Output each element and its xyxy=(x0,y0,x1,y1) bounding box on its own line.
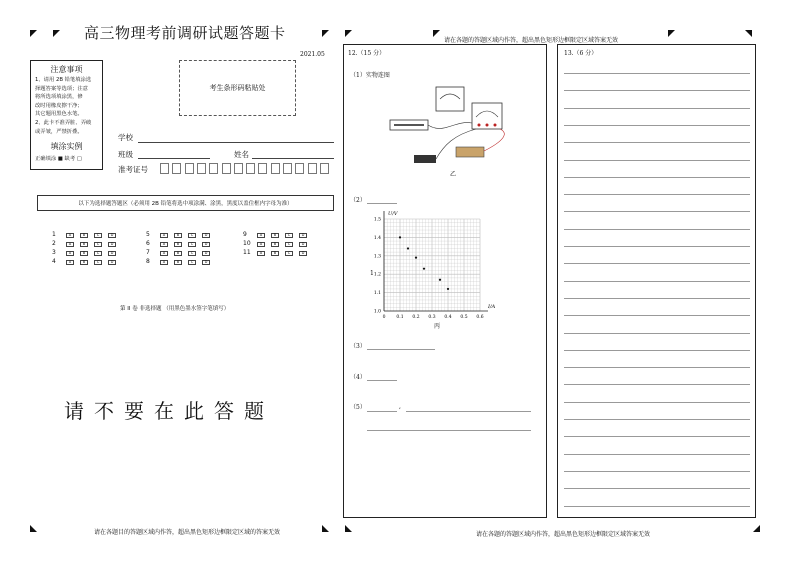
question-number: 10 xyxy=(243,240,251,247)
answer-option-d[interactable]: D xyxy=(202,242,210,247)
class-field[interactable] xyxy=(138,158,210,159)
answer-option-d[interactable]: D xyxy=(108,260,116,265)
question-number: 11 xyxy=(243,249,251,256)
answer-line[interactable] xyxy=(564,506,750,507)
q12-panel xyxy=(343,44,547,518)
answer-option-a[interactable]: A xyxy=(160,251,168,256)
question-number: 9 xyxy=(243,231,247,238)
answer-line[interactable] xyxy=(564,211,750,212)
y-tick-label: 1.1 xyxy=(373,291,381,297)
question-number: 8 xyxy=(146,258,150,265)
answer-line[interactable] xyxy=(564,419,750,420)
answer-option-c[interactable]: C xyxy=(285,242,293,247)
data-point xyxy=(415,257,417,259)
answer-line[interactable] xyxy=(564,488,750,489)
id-digit-box[interactable] xyxy=(271,163,280,174)
answer-option-a[interactable]: A xyxy=(160,260,168,265)
answer-line[interactable] xyxy=(564,142,750,143)
answer-line[interactable] xyxy=(564,298,750,299)
id-digit-box[interactable] xyxy=(258,163,267,174)
answer-option-a[interactable]: A xyxy=(257,251,265,256)
id-digit-box[interactable] xyxy=(320,163,329,174)
answer-option-a[interactable]: A xyxy=(160,242,168,247)
answer-option-a[interactable]: A xyxy=(257,242,265,247)
bottom-warning-left: 请在各题目的答题区域内作答，超出黑色矩形边框限定区域的答案无效 xyxy=(94,529,281,536)
answer-option-d[interactable]: D xyxy=(299,251,307,256)
multiple-choice-note: 以下为选择题答题区（必须用 2B 铅笔将选中项涂满、涂黑，黑度以盖住框内字母为准） xyxy=(37,195,334,211)
data-point xyxy=(423,268,425,270)
page-title: 高三物理考前调研试题答题卡 xyxy=(84,24,286,42)
answer-line[interactable] xyxy=(564,125,750,126)
class-label: 班级 xyxy=(118,150,133,159)
question-number: 4 xyxy=(52,258,56,265)
answer-option-b[interactable]: B xyxy=(174,251,182,256)
y-tick-label: 1.5 xyxy=(373,217,381,223)
answer-option-b[interactable]: B xyxy=(80,233,88,238)
id-digit-box[interactable] xyxy=(172,163,181,174)
q13-header: 13.（6 分） xyxy=(564,50,598,57)
q12-header: 12.（15 分） xyxy=(348,50,386,57)
answer-option-b[interactable]: B xyxy=(80,242,88,247)
question-number: 5 xyxy=(146,231,150,238)
answer-option-b[interactable]: B xyxy=(174,242,182,247)
answer-option-a[interactable]: A xyxy=(257,233,265,238)
answer-option-d[interactable]: D xyxy=(202,233,210,238)
answer-line[interactable] xyxy=(564,281,750,282)
y-tick-label: 1.2 xyxy=(373,272,381,278)
x-tick-label: 0.5 xyxy=(460,315,468,320)
answer-option-d[interactable]: D xyxy=(299,242,307,247)
answer-line[interactable] xyxy=(564,471,750,472)
answer-line[interactable] xyxy=(564,402,750,403)
id-digit-box[interactable] xyxy=(308,163,317,174)
answer-option-d[interactable]: D xyxy=(108,233,116,238)
ui-chart xyxy=(362,207,502,327)
example-text: 正确填涂 ■ 缺考 □ xyxy=(35,156,82,163)
q13-panel xyxy=(557,44,756,518)
answer-line[interactable] xyxy=(564,160,750,161)
x-tick-label: 0.3 xyxy=(428,315,436,320)
id-digit-box[interactable] xyxy=(185,163,194,174)
answer-option-c[interactable]: C xyxy=(188,251,196,256)
answer-option-b[interactable]: B xyxy=(80,260,88,265)
section-2-heading: 第 II 卷 非选择题 （用黑色墨水签字笔填写） xyxy=(120,306,230,312)
answer-option-b[interactable]: B xyxy=(174,260,182,265)
fig-label-yi: 乙 xyxy=(450,171,457,178)
name-label: 姓名 xyxy=(234,150,249,159)
answer-line[interactable] xyxy=(564,333,750,334)
id-digit-box[interactable] xyxy=(246,163,255,174)
answer-option-c[interactable]: C xyxy=(94,233,102,238)
school-label: 学校 xyxy=(118,133,133,142)
answer-option-c[interactable]: C xyxy=(188,242,196,247)
answer-option-c[interactable]: C xyxy=(94,260,102,265)
data-point xyxy=(407,247,409,249)
answer-option-c[interactable]: C xyxy=(188,233,196,238)
circuit-diagram xyxy=(384,75,544,185)
x-tick-label: 0.6 xyxy=(476,315,484,320)
notice-box xyxy=(30,60,103,170)
q12-part5-answer-a[interactable] xyxy=(367,411,397,412)
answer-line[interactable] xyxy=(564,350,750,351)
answer-option-c[interactable]: C xyxy=(94,242,102,247)
example-heading: 填涂实例 xyxy=(50,142,83,152)
question-number: 3 xyxy=(52,249,56,256)
answer-option-c[interactable]: C xyxy=(188,260,196,265)
id-label: 准考证号 xyxy=(118,165,148,174)
answer-option-d[interactable]: D xyxy=(299,233,307,238)
q12-part2: （2） xyxy=(350,197,366,204)
answer-line[interactable] xyxy=(564,229,750,230)
question-number: 6 xyxy=(146,240,150,247)
x-tick-label: 0.1 xyxy=(396,315,404,320)
q12-part3-answer[interactable] xyxy=(367,349,435,350)
answer-line[interactable] xyxy=(564,454,750,455)
answer-option-d[interactable]: D xyxy=(202,260,210,265)
question-number: 2 xyxy=(52,240,56,247)
y-tick-label: 1.3 xyxy=(373,254,381,260)
answer-line[interactable] xyxy=(564,436,750,437)
answer-option-a[interactable]: A xyxy=(66,242,74,247)
q12-part5-answer-c[interactable] xyxy=(367,430,531,431)
answer-line[interactable] xyxy=(564,384,750,385)
id-digit-box[interactable] xyxy=(283,163,292,174)
answer-option-a[interactable]: A xyxy=(66,260,74,265)
answer-line[interactable] xyxy=(564,90,750,91)
answer-option-b[interactable]: B xyxy=(271,251,279,256)
answer-line[interactable] xyxy=(564,73,750,74)
answer-option-c[interactable]: C xyxy=(285,233,293,238)
id-digit-box[interactable] xyxy=(160,163,169,174)
x-tick-label: 0 xyxy=(382,315,386,320)
notice-heading: 注意事项 xyxy=(50,65,83,74)
id-digit-box[interactable] xyxy=(209,163,218,174)
q12-part4: （4） xyxy=(350,374,366,381)
answer-line[interactable] xyxy=(564,367,750,368)
x-tick-label: 0.4 xyxy=(444,315,452,320)
answer-option-a[interactable]: A xyxy=(160,233,168,238)
y-tick-label: 1.4 xyxy=(373,235,381,241)
exam-date: 2021.05 xyxy=(300,51,325,58)
school-field[interactable] xyxy=(138,142,334,143)
answer-option-b[interactable]: B xyxy=(271,233,279,238)
q12-part1: （1）实物连图 xyxy=(350,72,390,79)
id-digit-box[interactable] xyxy=(222,163,231,174)
answer-line[interactable] xyxy=(564,246,750,247)
answer-option-b[interactable]: B xyxy=(80,251,88,256)
id-digit-box[interactable] xyxy=(197,163,206,174)
q12-part2-answer[interactable] xyxy=(367,203,397,204)
barcode-area: 考生条形码粘贴处 xyxy=(179,60,296,116)
x-axis-label: I/A xyxy=(488,304,496,310)
x-tick-label: 0.2 xyxy=(412,315,420,320)
answer-option-b[interactable]: B xyxy=(174,233,182,238)
answer-line[interactable] xyxy=(564,194,750,195)
answer-option-c[interactable]: C xyxy=(94,251,102,256)
y-axis-label: U/V xyxy=(388,211,398,217)
fig-label-bing: 丙 xyxy=(434,323,441,330)
data-point xyxy=(399,236,401,238)
answer-option-d[interactable]: D xyxy=(108,251,116,256)
answer-line[interactable] xyxy=(564,263,750,264)
side-label: 1 xyxy=(370,270,374,277)
notice-text: 1、请用 2B 铅笔填涂选 择题答案等选项；注意 将所选项填涂黑，修 改时用橡皮擦干净； 其它题用黑色水笔。 2、此卡不准弄脏、弄破 或弄皱，严禁折叠。 xyxy=(35,77,92,135)
answer-line[interactable] xyxy=(564,315,750,316)
q12-part5: （5） xyxy=(350,404,366,411)
question-number: 1 xyxy=(52,231,56,238)
id-digit-box[interactable] xyxy=(234,163,243,174)
answer-line[interactable] xyxy=(564,108,750,109)
bottom-warning-right: 请在各题的答题区域内作答，超出黑色矩形边框限定区域答案无效 xyxy=(476,531,651,538)
q12-part5-answer-b[interactable] xyxy=(406,411,531,412)
answer-line[interactable] xyxy=(564,177,750,178)
answer-option-a[interactable]: A xyxy=(66,251,74,256)
no-answer-notice: 请不要在此答题 xyxy=(64,399,274,423)
q12-part5-separator: , xyxy=(399,403,401,410)
answer-option-a[interactable]: A xyxy=(66,233,74,238)
y-tick-label: 1.0 xyxy=(373,309,381,315)
q12-part4-answer[interactable] xyxy=(367,380,397,381)
data-point xyxy=(447,288,449,290)
answer-option-d[interactable]: D xyxy=(108,242,116,247)
question-number: 7 xyxy=(146,249,150,256)
data-point xyxy=(439,279,441,281)
answer-option-c[interactable]: C xyxy=(285,251,293,256)
answer-option-d[interactable]: D xyxy=(202,251,210,256)
answer-option-b[interactable]: B xyxy=(271,242,279,247)
id-digit-box[interactable] xyxy=(295,163,304,174)
name-field[interactable] xyxy=(252,158,334,159)
q12-part3: （3） xyxy=(350,343,366,350)
top-warning-right: 请在各题的答题区域内作答，超出黑色矩形边框限定区域答案无效 xyxy=(444,37,619,44)
